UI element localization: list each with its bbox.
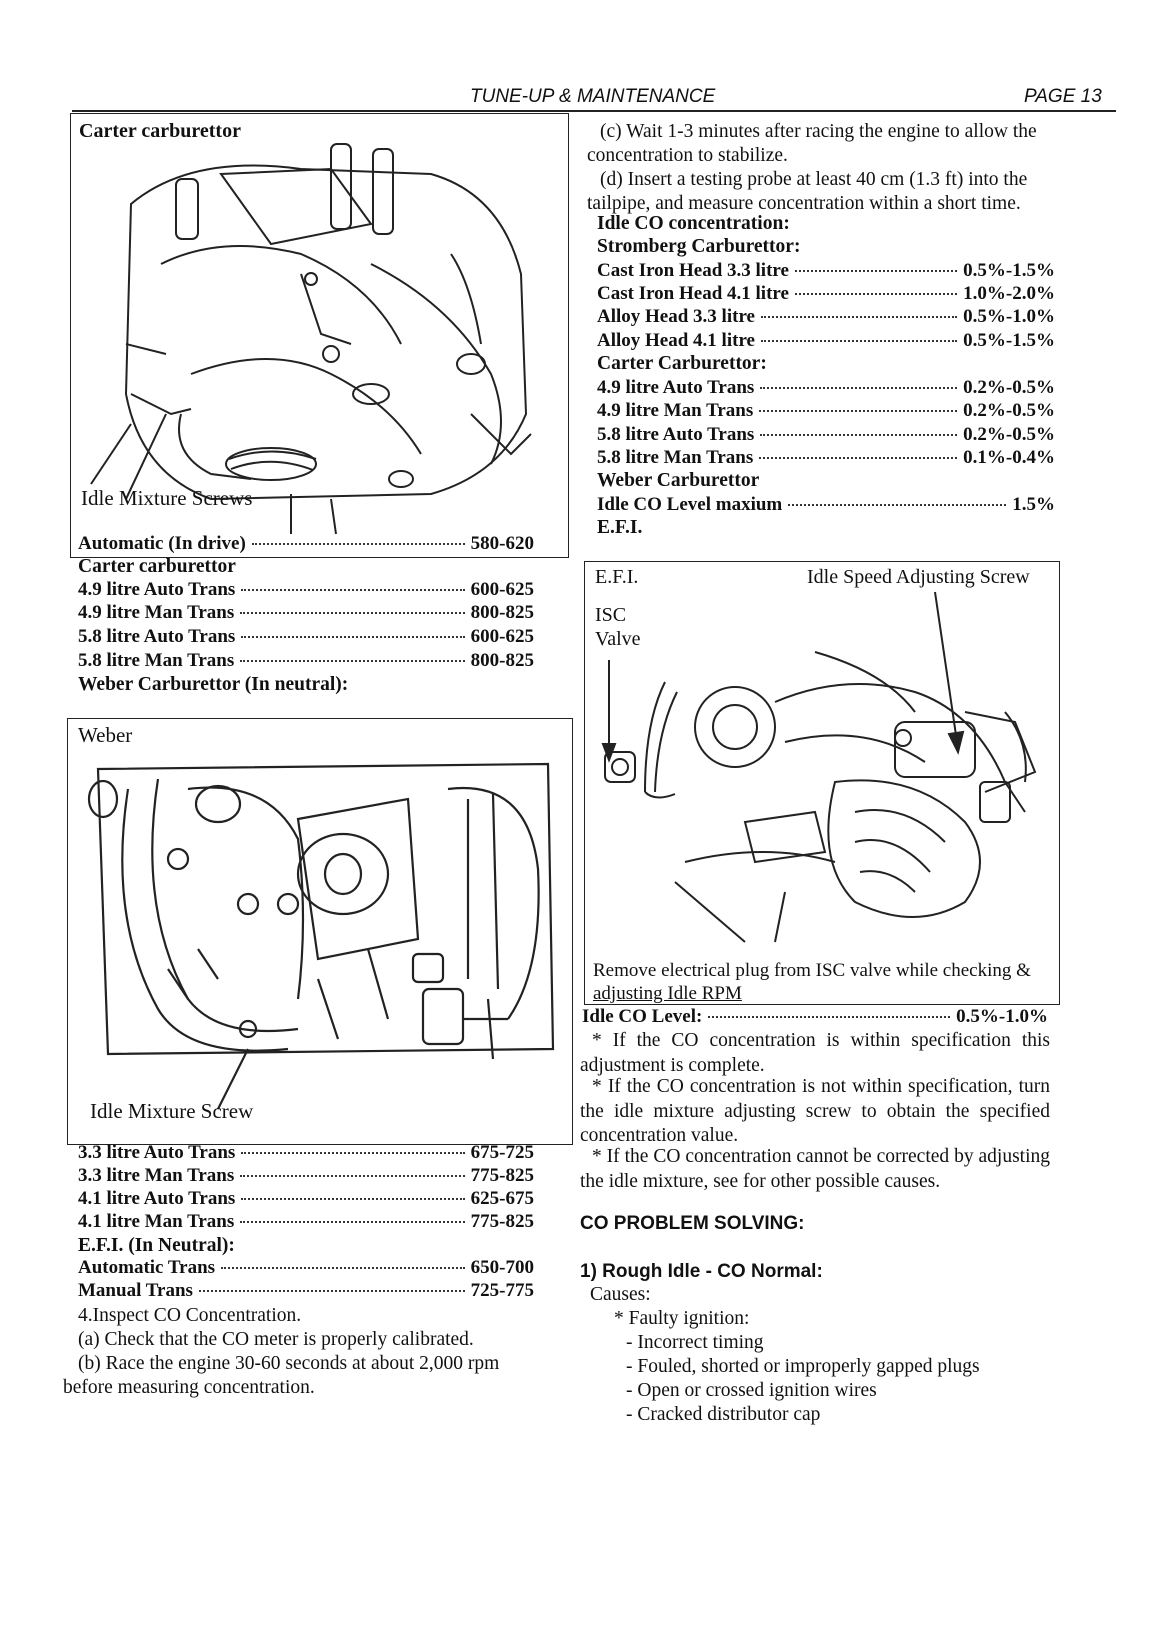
step-d-line-2: tailpipe, and measure concentration within a short time.: [587, 193, 1021, 214]
spec-row: Cast Iron Head 4.1 litre 1.0%-2.0%: [597, 283, 1055, 304]
heading-efi-co: E.F.I.: [597, 517, 643, 538]
idle-mixture-screw-label: Idle Mixture Screw: [90, 1099, 254, 1123]
spec-row: 4.9 litre Auto Trans 0.2%-0.5%: [597, 377, 1055, 398]
heading-carter-carburettor-co: Carter Carburettor:: [597, 353, 767, 374]
cause-item: - Open or crossed ignition wires: [626, 1380, 877, 1401]
heading-stromberg: Stromberg Carburettor:: [597, 236, 801, 257]
note-cannot-correct: * If the CO concentration cannot be corrected by adjusting the idle mixture, see for other possible causes.: [580, 1146, 1050, 1192]
spec-row: 4.1 litre Auto Trans 625-675: [78, 1188, 534, 1209]
step-b-line-2: before measuring concentration.: [63, 1377, 315, 1398]
spec-row: Automatic Trans 650-700: [78, 1257, 534, 1278]
step-c-line-1: (c) Wait 1-3 minutes after racing the engine to allow the: [600, 121, 1037, 142]
step-c-line-2: concentration to stabilize.: [587, 145, 788, 166]
valve-label: Valve: [595, 628, 641, 650]
spec-row: Cast Iron Head 3.3 litre 0.5%-1.5%: [597, 260, 1055, 281]
spec-row: Alloy Head 3.3 litre 0.5%-1.0%: [597, 306, 1055, 327]
spec-row: 5.8 litre Man Trans 800-825: [78, 650, 534, 671]
idle-mixture-screws-label: Idle Mixture Screws: [81, 486, 253, 510]
spec-row: Alloy Head 4.1 litre 0.5%-1.5%: [597, 330, 1055, 351]
spec-row: 4.1 litre Man Trans 775-825: [78, 1211, 534, 1232]
cause-item: - Fouled, shorted or improperly gapped plugs: [626, 1356, 980, 1377]
efi-throttle-body-drawing: [585, 562, 1059, 1004]
step-4: 4.Inspect CO Concentration.: [78, 1305, 302, 1326]
co-problem-solving-heading: CO PROBLEM SOLVING:: [580, 1213, 805, 1234]
spec-automatic-in-drive: Automatic (In drive) 580-620: [78, 533, 534, 554]
running-header-title: TUNE-UP & MAINTENANCE: [470, 86, 716, 107]
efi-figure: [584, 561, 1060, 1005]
spec-row: 3.3 litre Man Trans 775-825: [78, 1165, 534, 1186]
page-number: PAGE 13: [1024, 86, 1102, 107]
spec-row: 5.8 litre Man Trans 0.1%-0.4%: [597, 447, 1055, 468]
note-not-within-spec: * If the CO concentration is not within specification, turn the idle mixture adjusting screw to obtain the specified concentration value.: [580, 1076, 1050, 1146]
spec-row: Manual Trans 725-775: [78, 1280, 534, 1301]
spec-row: 4.9 litre Man Trans 0.2%-0.5%: [597, 400, 1055, 421]
spec-row: 5.8 litre Auto Trans 0.2%-0.5%: [597, 424, 1055, 445]
figure-caption: Carter carburettor: [79, 120, 241, 142]
spec-row: 4.9 litre Man Trans 800-825: [78, 602, 534, 623]
heading-weber-in-neutral: Weber Carburettor (In neutral):: [78, 674, 349, 695]
heading-efi-in-neutral: E.F.I. (In Neutral):: [78, 1235, 235, 1256]
causes-label: Causes:: [590, 1284, 651, 1305]
note-within-spec: * If the CO concentration is within specification this adjustment is complete.: [580, 1030, 1050, 1076]
figure-caption: Weber: [78, 723, 133, 747]
spec-row: 5.8 litre Auto Trans 600-625: [78, 626, 534, 647]
isc-label: ISC: [595, 604, 627, 626]
spec-efi-idle-co-level: Idle CO Level: 0.5%-1.0%: [582, 1006, 1048, 1027]
weber-carburettor-drawing: [68, 719, 572, 1144]
spec-row: 3.3 litre Auto Trans 675-725: [78, 1142, 534, 1163]
step-b-line-1: (b) Race the engine 30-60 seconds at about 2,000 rpm: [78, 1353, 500, 1374]
faulty-ignition-item: * Faulty ignition:: [614, 1308, 750, 1329]
spec-row: Idle CO Level maxium 1.5%: [597, 494, 1055, 515]
isc-note-line-1: Remove electrical plug from ISC valve while checking &: [593, 960, 1031, 981]
figure-caption: E.F.I.: [595, 566, 639, 588]
heading-carter-carburettor: Carter carburettor: [78, 556, 236, 577]
cause-item: - Incorrect timing: [626, 1332, 764, 1353]
heading-weber-carburettor-co: Weber Carburettor: [597, 470, 760, 491]
isc-note-line-2: adjusting Idle RPM: [593, 983, 742, 1004]
step-d-line-1: (d) Insert a testing probe at least 40 cm (1.3 ft) into the: [600, 169, 1028, 190]
spec-row: 4.9 litre Auto Trans 600-625: [78, 579, 534, 600]
rough-idle-heading: 1) Rough Idle - CO Normal:: [580, 1261, 823, 1282]
step-a: (a) Check that the CO meter is properly calibrated.: [78, 1329, 474, 1350]
idle-speed-screw-label: Idle Speed Adjusting Screw: [807, 566, 1030, 588]
heading-idle-co-concentration: Idle CO concentration:: [597, 213, 790, 234]
carter-carburettor-figure: [70, 113, 569, 558]
header-rule: [72, 110, 1116, 112]
cause-item: - Cracked distributor cap: [626, 1404, 821, 1425]
weber-carburettor-figure: [67, 718, 573, 1145]
